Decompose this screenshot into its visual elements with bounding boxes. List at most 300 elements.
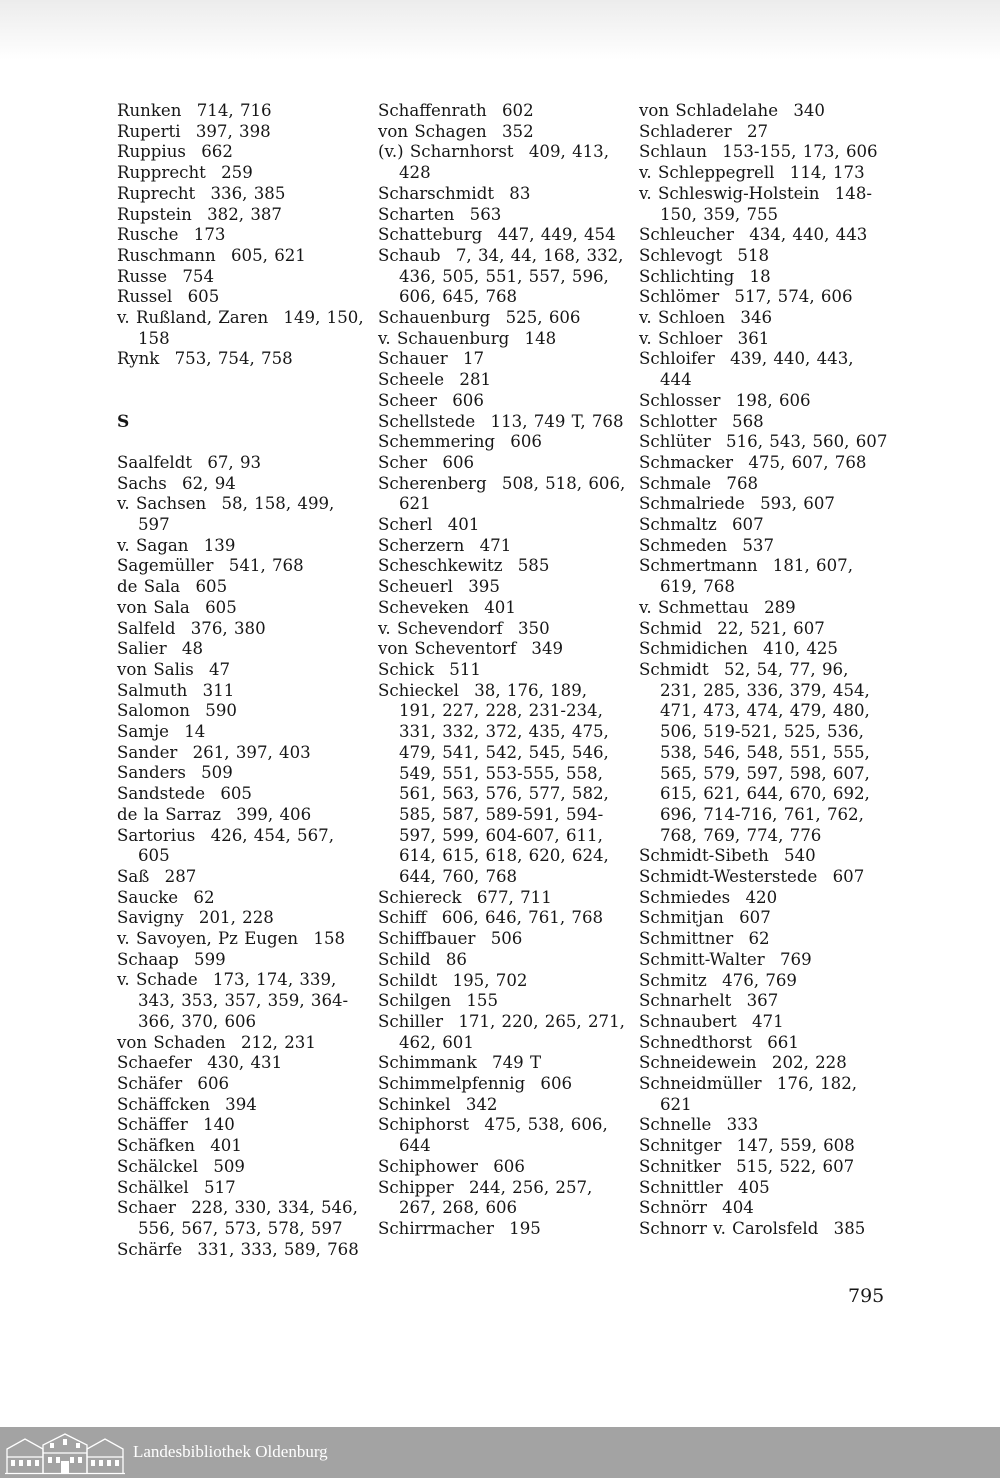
index-entry (639, 163, 889, 184)
index-column-1 (117, 101, 367, 1260)
index-entry (378, 329, 628, 350)
entry-pages: 516, 543, 560, 607 (726, 432, 888, 452)
entry-pages: 677, 711 (476, 887, 552, 907)
index-entry (378, 474, 628, 515)
entry-name: Rynk (117, 349, 160, 369)
entry-name: Schlömer (639, 287, 720, 307)
entry-pages: 599 (194, 949, 226, 969)
entry-pages: 605 (220, 784, 252, 804)
entry-pages: 181, 607, 619, 768 (660, 556, 853, 597)
index-entry (378, 308, 628, 329)
entry-name: v. Schauenburg (378, 328, 510, 348)
entry-pages: 336, 385 (210, 183, 286, 203)
index-entry (639, 1219, 889, 1240)
index-entry (117, 184, 367, 205)
index-entry (117, 950, 367, 971)
entry-name: Schlüter (639, 432, 711, 452)
index-entry (378, 908, 628, 929)
entry-pages: 714, 716 (196, 101, 272, 120)
index-entry (639, 1157, 889, 1178)
index-entry (639, 1198, 889, 1219)
index-entry (378, 349, 628, 370)
entry-pages: 14 (184, 722, 206, 742)
entry-pages: 475, 607, 768 (748, 452, 867, 472)
index-entry (117, 1074, 367, 1095)
entry-pages: 447, 449, 454 (497, 225, 616, 245)
entry-pages: 518 (737, 245, 770, 265)
entry-name: Scheschkewitz (378, 556, 503, 576)
index-entry (117, 619, 367, 640)
entry-pages: 350 (517, 618, 550, 638)
index-entry (117, 660, 367, 681)
entry-name: Schimmelpfennig (378, 1074, 526, 1094)
entry-name: Rupprecht (117, 163, 206, 183)
index-entry (117, 1157, 367, 1178)
entry-pages: 590 (205, 701, 237, 721)
entry-pages: 361 (737, 328, 770, 348)
entry-pages: 606 (442, 452, 475, 472)
index-entry (378, 929, 628, 950)
index-entry (378, 971, 628, 992)
index-entry (117, 805, 367, 826)
entry-name: Schirrmacher (378, 1218, 494, 1238)
entry-pages: 585 (517, 556, 550, 576)
entry-pages: 593, 607 (760, 494, 835, 514)
index-entry (639, 432, 889, 453)
entry-name: Schlaun (639, 142, 707, 162)
index-entry (378, 598, 628, 619)
entry-name: Schmertmann (639, 556, 758, 576)
index-entry (117, 122, 367, 143)
index-entry (639, 867, 889, 888)
entry-name: Schaer (117, 1198, 176, 1218)
index-entry (378, 391, 628, 412)
index-entry (117, 701, 367, 722)
index-entry (378, 184, 628, 205)
entry-name: Russe (117, 266, 168, 286)
entry-pages: 525, 606 (505, 308, 581, 328)
entry-name: von Schagen (378, 121, 487, 141)
index-entry (378, 1095, 628, 1116)
index-entry (117, 577, 367, 598)
entry-name: de Sala (117, 577, 181, 597)
entry-pages: 376, 380 (190, 618, 266, 638)
entry-pages: 409, 413, 428 (399, 142, 610, 183)
entry-pages: 18 (749, 266, 771, 286)
entry-name: Schneidewein (639, 1053, 757, 1073)
entry-pages: 606 (197, 1074, 230, 1093)
index-entry (378, 246, 628, 308)
entry-pages: 506 (490, 929, 523, 949)
entry-pages: 475, 538, 606, 644 (399, 1115, 608, 1156)
index-entry (117, 142, 367, 163)
index-entry (378, 681, 628, 888)
index-entry (639, 846, 889, 867)
entry-name: Schnitker (639, 1156, 721, 1176)
index-entry (117, 494, 367, 535)
library-building-logo-icon (5, 1431, 125, 1479)
index-entry (639, 971, 889, 992)
entry-name: Schleucher (639, 225, 734, 245)
entry-name: Schlevogt (639, 245, 723, 265)
index-entry (639, 246, 889, 267)
entry-pages: 113, 749 T, 768 (490, 411, 624, 431)
index-entry (639, 950, 889, 971)
entry-name: Saalfeldt (117, 452, 193, 472)
spacer (117, 370, 367, 391)
index-entry (378, 1053, 628, 1074)
index-entry (117, 453, 367, 474)
entry-name: Schälckel (117, 1156, 199, 1176)
index-entry (639, 225, 889, 246)
entry-name: Scherzern (378, 535, 465, 555)
entry-name: Salmuth (117, 680, 188, 700)
entry-name: Sandstede (117, 784, 206, 804)
entry-name: Schlosser (639, 390, 721, 410)
index-entry (378, 1157, 628, 1178)
entry-pages: 606 (510, 432, 542, 452)
entry-name: Schick (378, 659, 435, 679)
index-entry (378, 991, 628, 1012)
entry-name: Schmeden (639, 535, 728, 555)
entry-name: Scharten (378, 204, 455, 224)
entry-pages: 58, 158, 499, 597 (138, 494, 335, 535)
entry-name: von Schaden (117, 1032, 226, 1052)
entry-name: Ruperti (117, 121, 181, 141)
index-entry (639, 1136, 889, 1157)
entry-pages: 367 (746, 991, 779, 1011)
entry-pages: 399, 406 (236, 804, 312, 824)
entry-pages: 333 (726, 1115, 759, 1135)
index-entry (117, 784, 367, 805)
index-entry (378, 660, 628, 681)
index-entry (378, 639, 628, 660)
index-entry (378, 142, 628, 183)
entry-name: Scheveken (378, 597, 469, 617)
entry-pages: 114, 173 (789, 163, 865, 183)
entry-pages: 606 (493, 1156, 525, 1176)
index-entry (639, 287, 889, 308)
entry-pages: 147, 559, 608 (736, 1136, 855, 1156)
index-entry (378, 1012, 628, 1053)
entry-name: Schnarhelt (639, 991, 732, 1011)
index-entry (117, 536, 367, 557)
entry-name: Schinkel (378, 1094, 451, 1114)
index-entry (117, 246, 367, 267)
index-entry (117, 101, 367, 122)
entry-name: Schiller (378, 1011, 444, 1031)
entry-name: Schiff (378, 908, 427, 928)
footer-bar (0, 1427, 1000, 1478)
entry-pages: 430, 431 (207, 1053, 283, 1073)
entry-pages: 171, 220, 265, 271, 462, 601 (399, 1011, 625, 1052)
entry-pages: 605 (205, 597, 237, 617)
entry-name: (v.) Scharnhorst (378, 142, 514, 162)
entry-name: Schipper (378, 1177, 454, 1197)
index-entry (117, 763, 367, 784)
entry-pages: 517 (204, 1177, 236, 1197)
entry-name: v. Schevendorf (378, 618, 503, 638)
entry-name: v. Schloer (639, 328, 723, 348)
index-entry (378, 556, 628, 577)
entry-name: Schnörr (639, 1198, 707, 1218)
entry-pages: 511 (449, 659, 481, 679)
entry-pages: 394 (225, 1094, 257, 1114)
entry-name: Schmalriede (639, 494, 745, 514)
index-entry (639, 308, 889, 329)
entry-pages: 155 (466, 991, 499, 1011)
entry-pages: 517, 574, 606 (734, 287, 853, 307)
index-entry (117, 1198, 367, 1239)
index-entry (117, 205, 367, 226)
entry-name: Runken (117, 101, 182, 120)
entry-name: Schaub (378, 245, 441, 265)
entry-name: Salier (117, 639, 167, 659)
entry-name: Saß (117, 866, 150, 886)
entry-pages: 173 (193, 225, 226, 245)
index-entry (639, 1053, 889, 1074)
entry-name: von Sala (117, 597, 190, 617)
entry-name: Schmiedes (639, 887, 731, 907)
entry-pages: 86 (445, 949, 467, 969)
entry-pages: 471 (479, 535, 512, 555)
index-entry (639, 1178, 889, 1199)
entry-pages: 140 (203, 1115, 235, 1135)
entry-name: Scherl (378, 515, 433, 535)
entry-name: Saucke (117, 887, 179, 907)
entry-name: v. Rußland, Zaren (117, 308, 269, 328)
entry-pages: 195 (509, 1218, 541, 1238)
entry-name: Schmaltz (639, 515, 717, 535)
index-entry (117, 598, 367, 619)
entry-name: Schellstede (378, 411, 476, 431)
entry-name: Savigny (117, 908, 184, 928)
index-entry (117, 970, 367, 1032)
index-entry (378, 225, 628, 246)
entry-name: Schmacker (639, 452, 734, 472)
index-entry (117, 474, 367, 495)
index-entry (378, 205, 628, 226)
entry-name: v. Schleppegrell (639, 163, 775, 183)
entry-name: Schloifer (639, 349, 715, 369)
entry-pages: 471 (751, 1011, 784, 1031)
entry-pages: 52, 54, 77, 96, 231, 285, 336, 379, 454, 471, 473, 474, 479, 480, 506, 519-521, 525, 536, 538, 546, 548, 551, 555, 565, 579, 597, 598, 607, 615, 621, 644, 670, 692, 696, 714-716, 761, 762, 768, 769, 774, 776 (660, 659, 870, 845)
index-entry (117, 349, 367, 370)
entry-pages: 607 (739, 908, 771, 928)
index-entry (378, 122, 628, 143)
entry-pages: 606 (540, 1074, 573, 1094)
entry-pages: 244, 256, 257, 267, 268, 606 (399, 1177, 593, 1218)
index-entry (639, 619, 889, 640)
entry-pages: 212, 231 (240, 1032, 316, 1052)
entry-pages: 404 (722, 1198, 754, 1218)
index-entry (639, 598, 889, 619)
entry-pages: 420 (745, 887, 778, 907)
index-entry (639, 660, 889, 846)
index-entry (639, 929, 889, 950)
entry-name: v. Schade (117, 970, 198, 990)
entry-pages: 48 (181, 639, 204, 659)
entry-pages: 261, 397, 403 (192, 742, 311, 762)
index-entry (378, 412, 628, 433)
entry-pages: 331, 333, 589, 768 (197, 1239, 359, 1259)
entry-name: Sanders (117, 763, 186, 783)
entry-pages: 515, 522, 607 (736, 1156, 855, 1176)
entry-name: v. Schloen (639, 308, 726, 328)
entry-pages: 176, 182, 621 (660, 1074, 858, 1114)
entry-name: Sagemüller (117, 556, 214, 576)
index-entry (117, 1136, 367, 1157)
entry-name: Schmidt (639, 659, 709, 679)
entry-name: Rupstein (117, 204, 192, 224)
entry-pages: 7, 34, 44, 168, 332, 436, 505, 551, 557, 596, 606, 645, 768 (399, 245, 624, 307)
entry-pages: 476, 769 (722, 970, 797, 990)
spacer (117, 391, 367, 412)
entry-pages: 342 (465, 1094, 498, 1114)
index-entry (117, 722, 367, 743)
entry-name: Sartorius (117, 825, 196, 845)
entry-pages: 158 (313, 929, 346, 949)
entry-name: Schieckel (378, 680, 459, 700)
index-entry (639, 142, 889, 163)
entry-name: Schmidt-Westerstede (639, 867, 818, 887)
entry-pages: 349 (531, 639, 564, 659)
entry-name: Schauer (378, 349, 448, 369)
entry-pages: 541, 768 (228, 556, 304, 576)
entry-name: de la Sarraz (117, 804, 221, 824)
index-entry (117, 1240, 367, 1261)
entry-name: v. Sagan (117, 535, 189, 555)
index-entry (117, 1095, 367, 1116)
entry-name: Russel (117, 287, 173, 307)
entry-pages: 198, 606 (735, 390, 811, 410)
entry-name: von Schladelahe (639, 101, 779, 120)
index-entry (639, 494, 889, 515)
entry-pages: 563 (469, 204, 502, 224)
entry-pages: 753, 754, 758 (174, 349, 293, 369)
entry-pages: 47 (209, 659, 231, 679)
entry-name: v. Schleswig-Holstein (639, 183, 820, 203)
index-entry (117, 225, 367, 246)
entry-name: Schmale (639, 473, 712, 493)
index-entry (639, 349, 889, 390)
index-entry (639, 888, 889, 909)
index-entry (639, 412, 889, 433)
index-entry (639, 474, 889, 495)
index-entry (639, 1033, 889, 1054)
entry-name: Scheuerl (378, 577, 453, 597)
entry-pages: 605, 621 (230, 245, 306, 265)
entry-name: Schaefer (117, 1053, 192, 1073)
entry-pages: 385 (833, 1218, 866, 1238)
index-entry (117, 639, 367, 660)
entry-pages: 769 (779, 949, 812, 969)
entry-name: Ruschmann (117, 245, 216, 265)
index-entry (378, 370, 628, 391)
entry-name: Schmitz (639, 970, 707, 990)
entry-name: Schärfe (117, 1239, 183, 1259)
entry-name: Schladerer (639, 121, 732, 141)
entry-name: Schatteburg (378, 225, 483, 245)
spacer (117, 432, 367, 453)
entry-pages: 662 (201, 142, 233, 162)
entry-pages: 426, 454, 567, 605 (138, 825, 334, 866)
index-entry (639, 122, 889, 143)
entry-pages: 508, 518, 606, 621 (399, 473, 626, 514)
entry-pages: 289 (764, 597, 796, 617)
index-entry (378, 515, 628, 536)
index-entry (117, 556, 367, 577)
entry-name: Schäfken (117, 1136, 195, 1156)
entry-name: Rusche (117, 225, 179, 245)
entry-name: Scherenberg (378, 473, 487, 493)
index-entry (117, 929, 367, 950)
entry-pages: 509 (213, 1156, 245, 1176)
entry-name: Schaap (117, 949, 179, 969)
entry-pages: 568 (732, 411, 764, 431)
index-entry (378, 101, 628, 122)
index-entry (117, 826, 367, 867)
entry-name: von Scheventorf (378, 639, 517, 659)
entry-name: Schiphorst (378, 1115, 470, 1135)
index-entry (378, 619, 628, 640)
entry-pages: 287 (164, 866, 197, 886)
entry-name: Salfeld (117, 618, 176, 638)
entry-pages: 395 (468, 577, 500, 597)
index-entry (639, 1012, 889, 1033)
entry-name: Schnaubert (639, 1011, 737, 1031)
entry-pages: 352 (501, 121, 534, 141)
entry-pages: 173, 174, 339, 343, 353, 357, 359, 364-366, 370, 606 (138, 970, 349, 1031)
entry-pages: 62, 94 (182, 473, 236, 493)
entry-pages: 202, 228 (771, 1053, 847, 1073)
index-entry (639, 391, 889, 412)
index-entry (117, 1033, 367, 1054)
entry-pages: 537 (742, 535, 775, 555)
entry-name: Schaffenrath (378, 101, 487, 120)
entry-pages: 401 (447, 515, 480, 535)
entry-name: Schälkel (117, 1177, 189, 1197)
entry-name: Schmitjan (639, 908, 724, 928)
index-entry (117, 163, 367, 184)
entry-name: Schnitger (639, 1136, 722, 1156)
entry-pages: 228, 330, 334, 546, 556, 567, 573, 578, 597 (138, 1198, 358, 1238)
index-entry (117, 743, 367, 764)
entry-name: Schmitt-Walter (639, 949, 765, 969)
entry-pages: 605 (195, 577, 228, 597)
index-entry (117, 888, 367, 909)
index-entry (378, 1115, 628, 1156)
entry-name: Scharschmidt (378, 183, 495, 203)
entry-pages: 749 T (492, 1053, 542, 1073)
entry-pages: 38, 176, 189, 191, 227, 228, 231-234, 331, 332, 372, 435, 475, 479, 541, 542, 545, 546, 549, 551, 553-555, 558, 561, 563, 576, 577, 582, 585, 587, 589-591, 594-597, 599, 604-607, 611, 614, 615, 618, 620, 624, 644, 760, 768 (399, 680, 609, 887)
index-column-2 (378, 101, 628, 1240)
entry-name: Schiffbauer (378, 929, 476, 949)
entry-pages: 22, 521, 607 (717, 618, 825, 638)
index-entry (117, 908, 367, 929)
entry-name: Salomon (117, 701, 190, 721)
entry-pages: 434, 440, 443 (749, 225, 868, 245)
entry-name: Schild (378, 949, 431, 969)
index-entry (117, 267, 367, 288)
entry-pages: 311 (202, 680, 235, 700)
entry-pages: 382, 387 (207, 204, 282, 224)
entry-name: von Salis (117, 659, 194, 679)
entry-pages: 661 (767, 1032, 799, 1052)
entry-name: Schilgen (378, 991, 452, 1011)
footer-library-name: Landesbibliothek Oldenburg (133, 1442, 328, 1461)
entry-name: Schildt (378, 970, 438, 990)
